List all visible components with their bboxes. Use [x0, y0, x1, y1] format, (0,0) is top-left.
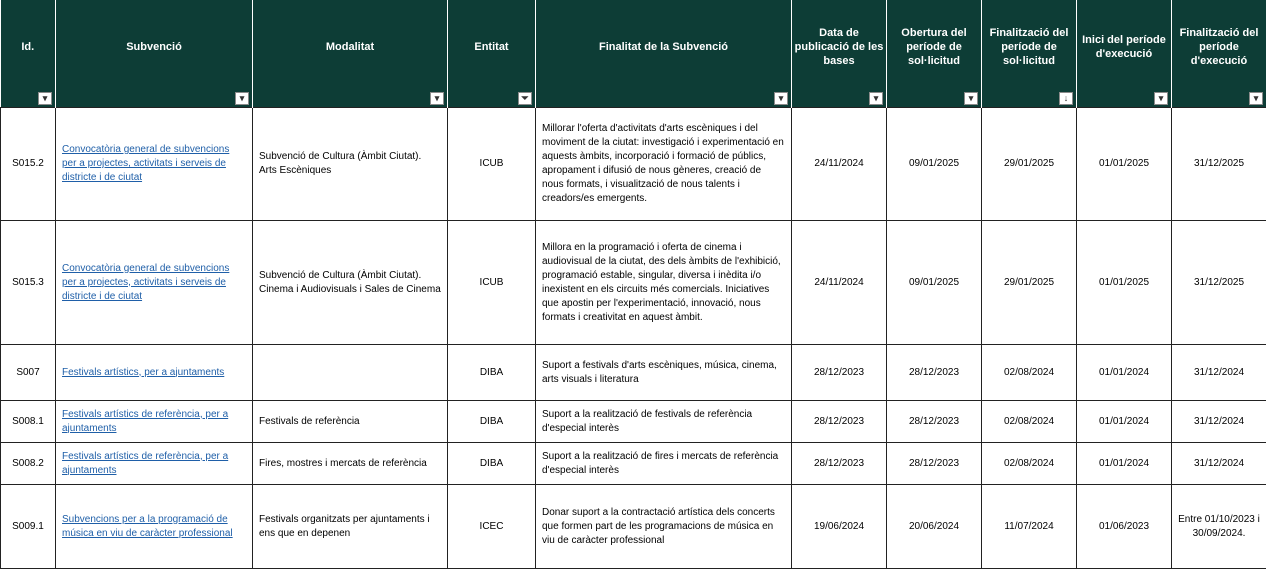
cell-subvencio[interactable]	[56, 221, 253, 345]
cell-finalitzacio-sol[interactable]: 02/08/2024	[982, 345, 1077, 401]
table-row	[1, 443, 1266, 485]
filter-dropdown-icon[interactable]: ▾	[774, 92, 788, 105]
cell-finalitzacio-sol[interactable]: 29/01/2025	[982, 221, 1077, 345]
cell-publicacio[interactable]: 28/12/2023	[792, 443, 887, 485]
filter-dropdown-icon[interactable]: ▾	[430, 92, 444, 105]
header-row	[1, 0, 1266, 108]
cell-finalitzacio-exec[interactable]: 31/12/2025	[1172, 221, 1266, 345]
cell-id[interactable]: S015.2	[1, 108, 56, 221]
cell-subvencio[interactable]	[56, 401, 253, 443]
cell-finalitat[interactable]: Millorar l'oferta d'activitats d'arts escèniques i del moviment de la ciutat: investigació i experimentació en aquests àmbits, incorporació i formació de públics, apropament i difusió de nous gèneres, creació de nous formats, i visualització de nous talents i creadors/es emergents.	[536, 108, 792, 221]
sort-descending-icon[interactable]: ↓	[1059, 92, 1073, 105]
filter-dropdown-icon[interactable]: ▾	[1154, 92, 1168, 105]
header-id: Id. ▾	[1, 0, 56, 108]
header-subvencio: Subvenció ▾	[56, 0, 253, 108]
cell-entitat[interactable]: ICUB	[448, 221, 536, 345]
filter-dropdown-icon[interactable]: ▾	[1249, 92, 1263, 105]
cell-subvencio[interactable]	[56, 108, 253, 221]
subvencio-link[interactable]: Festivals artístics de referència, per a ajuntaments	[62, 451, 228, 476]
cell-finalitzacio-exec[interactable]: 31/12/2024	[1172, 443, 1266, 485]
subvencio-link[interactable]: Subvencions per a la programació de música en viu de caràcter professional	[62, 514, 233, 539]
filter-dropdown-icon[interactable]: ▾	[235, 92, 249, 105]
header-inici-exec: Inici del període d'execució ▾	[1077, 0, 1172, 108]
subvencio-link[interactable]: Festivals artístics, per a ajuntaments	[62, 367, 224, 378]
cell-entitat[interactable]: ICEC	[448, 485, 536, 569]
cell-publicacio[interactable]: 19/06/2024	[792, 485, 887, 569]
cell-finalitzacio-exec[interactable]: 31/12/2024	[1172, 345, 1266, 401]
cell-obertura[interactable]: 09/01/2025	[887, 221, 982, 345]
header-modalitat: Modalitat ▾	[253, 0, 448, 108]
cell-publicacio[interactable]: 24/11/2024	[792, 108, 887, 221]
cell-entitat[interactable]: DIBA	[448, 401, 536, 443]
cell-finalitat[interactable]: Suport a la realització de festivals de referència d'especial interès	[536, 401, 792, 443]
cell-finalitzacio-sol[interactable]: 02/08/2024	[982, 401, 1077, 443]
table-row	[1, 401, 1266, 443]
header-obertura: Obertura del període de sol·licitud ▾	[887, 0, 982, 108]
cell-entitat[interactable]: ICUB	[448, 108, 536, 221]
cell-inici-exec[interactable]: 01/01/2024	[1077, 345, 1172, 401]
cell-inici-exec[interactable]: 01/01/2025	[1077, 221, 1172, 345]
cell-publicacio[interactable]: 28/12/2023	[792, 345, 887, 401]
subvencio-link[interactable]: Festivals artístics de referència, per a ajuntaments	[62, 409, 228, 434]
subvencio-link[interactable]: Convocatòria general de subvencions per a projectes, activitats i serveis de districte i de ciutat	[62, 263, 229, 302]
header-entitat: Entitat ⏷	[448, 0, 536, 108]
cell-id[interactable]: S015.3	[1, 221, 56, 345]
table-row	[1, 485, 1266, 569]
cell-id[interactable]: S008.2	[1, 443, 56, 485]
cell-id[interactable]: S008.1	[1, 401, 56, 443]
table-row	[1, 221, 1266, 345]
cell-finalitat[interactable]: Suport a festivals d'arts escèniques, música, cinema, arts visuals i literatura	[536, 345, 792, 401]
cell-finalitat[interactable]: Millora en la programació i oferta de cinema i audiovisual de la ciutat, des dels àmbits de l'exhibició, programació estable, singular, diversa i inèdita i/o inexistent en els circuits més comercials. Iniciatives que apostin per l'experimentació, innovació, nous formats i creativitat en aquest àmbit.	[536, 221, 792, 345]
cell-inici-exec[interactable]: 01/01/2024	[1077, 443, 1172, 485]
filter-dropdown-icon[interactable]: ▾	[38, 92, 52, 105]
cell-modalitat[interactable]	[253, 345, 448, 401]
cell-inici-exec[interactable]: 01/01/2025	[1077, 108, 1172, 221]
cell-finalitzacio-sol[interactable]: 29/01/2025	[982, 108, 1077, 221]
cell-inici-exec[interactable]: 01/01/2024	[1077, 401, 1172, 443]
filter-dropdown-icon[interactable]: ▾	[869, 92, 883, 105]
filter-active-icon[interactable]: ⏷	[518, 92, 532, 105]
cell-obertura[interactable]: 20/06/2024	[887, 485, 982, 569]
cell-obertura[interactable]: 28/12/2023	[887, 345, 982, 401]
cell-modalitat[interactable]: Festivals organitzats per ajuntaments i ens que en depenen	[253, 485, 448, 569]
cell-finalitat[interactable]: Donar suport a la contractació artística dels concerts que formen part de les programacions de música en viu de caràcter professional	[536, 485, 792, 569]
cell-subvencio[interactable]	[56, 485, 253, 569]
cell-finalitzacio-exec[interactable]: 31/12/2025	[1172, 108, 1266, 221]
cell-modalitat[interactable]: Subvenció de Cultura (Àmbit Ciutat). Arts Escèniques	[253, 108, 448, 221]
cell-finalitzacio-sol[interactable]: 02/08/2024	[982, 443, 1077, 485]
cell-subvencio[interactable]	[56, 345, 253, 401]
cell-finalitat[interactable]: Suport a la realització de fires i mercats de referència d'especial interès	[536, 443, 792, 485]
cell-modalitat[interactable]: Fires, mostres i mercats de referència	[253, 443, 448, 485]
cell-subvencio[interactable]	[56, 443, 253, 485]
cell-modalitat[interactable]: Subvenció de Cultura (Àmbit Ciutat). Cinema i Audiovisuals i Sales de Cinema	[253, 221, 448, 345]
cell-obertura[interactable]: 09/01/2025	[887, 108, 982, 221]
cell-obertura[interactable]: 28/12/2023	[887, 443, 982, 485]
cell-publicacio[interactable]: 28/12/2023	[792, 401, 887, 443]
table-row	[1, 108, 1266, 221]
filter-dropdown-icon[interactable]: ▾	[964, 92, 978, 105]
header-publicacio: Data de publicació de les bases ▾	[792, 0, 887, 108]
cell-modalitat[interactable]: Festivals de referència	[253, 401, 448, 443]
cell-entitat[interactable]: DIBA	[448, 345, 536, 401]
table-row	[1, 345, 1266, 401]
cell-id[interactable]: S009.1	[1, 485, 56, 569]
header-finalitzacio-exec: Finalització del període d'execució ▾	[1172, 0, 1266, 108]
cell-finalitzacio-exec[interactable]: 31/12/2024	[1172, 401, 1266, 443]
cell-publicacio[interactable]: 24/11/2024	[792, 221, 887, 345]
cell-entitat[interactable]: DIBA	[448, 443, 536, 485]
header-finalitzacio-sol: Finalització del període de sol·licitud ↓	[982, 0, 1077, 108]
cell-obertura[interactable]: 28/12/2023	[887, 401, 982, 443]
cell-finalitzacio-exec[interactable]: Entre 01/10/2023 i 30/09/2024.	[1172, 485, 1266, 569]
subvencio-link[interactable]: Convocatòria general de subvencions per a projectes, activitats i serveis de districte i de ciutat	[62, 144, 229, 183]
cell-id[interactable]: S007	[1, 345, 56, 401]
header-finalitat: Finalitat de la Subvenció ▾	[536, 0, 792, 108]
cell-finalitzacio-sol[interactable]: 11/07/2024	[982, 485, 1077, 569]
cell-inici-exec[interactable]: 01/06/2023	[1077, 485, 1172, 569]
